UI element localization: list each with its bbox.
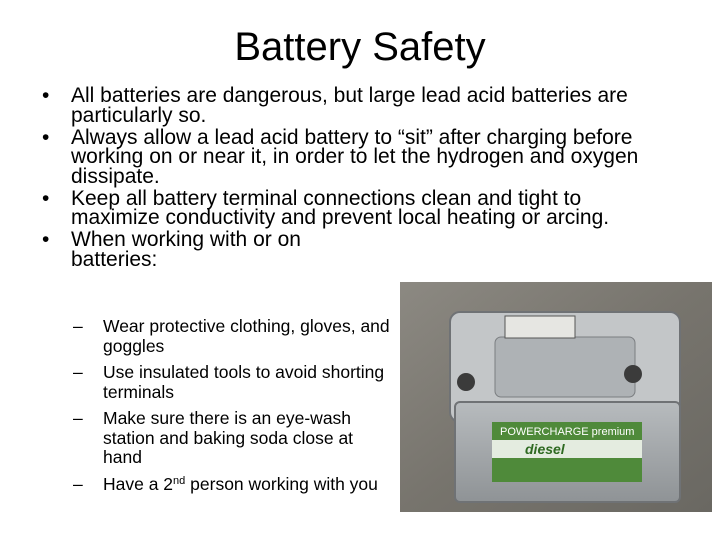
slide-title: Battery Safety — [234, 25, 486, 69]
car-battery-photo — [400, 282, 712, 512]
bullet-item: • Keep all battery terminal connections clean and tight to maximize conductivity and prevent local heating or arcing. — [42, 189, 631, 228]
bullet-list — [42, 86, 702, 272]
bullet-item: • When working with or on batteries: — [42, 230, 371, 269]
sub-bullet-item: – Use insulated tools to avoid shorting terminals — [73, 363, 393, 402]
terminal-post — [624, 365, 642, 383]
top-sticker — [505, 316, 575, 338]
label-brand: POWERCHARGE premium — [500, 426, 635, 438]
sub-bullet-list — [73, 317, 393, 501]
bullet-item: • All batteries are dangerous, but large lead acid batteries are particularly so. — [42, 86, 702, 125]
label-diesel: diesel — [525, 441, 565, 457]
sub-bullet-item: – Wear protective clothing, gloves, and goggles — [73, 317, 393, 356]
lid-recess — [495, 337, 635, 397]
sub-bullet-text: person working with you — [185, 473, 378, 494]
sub-bullet-text: Have a 2 — [103, 473, 174, 494]
ordinal-suffix: nd — [173, 474, 186, 487]
front-label-band — [492, 440, 642, 458]
sub-bullet-item: – Make sure there is an eye-wash station and baking soda close at hand — [73, 409, 393, 468]
terminal-post — [457, 373, 475, 391]
sub-bullet-item — [73, 475, 393, 495]
bullet-item: • Always allow a lead acid battery to “sit” after charging before working on or near it, in order to let the hydrogen and oxygen dissipate. — [42, 128, 702, 187]
